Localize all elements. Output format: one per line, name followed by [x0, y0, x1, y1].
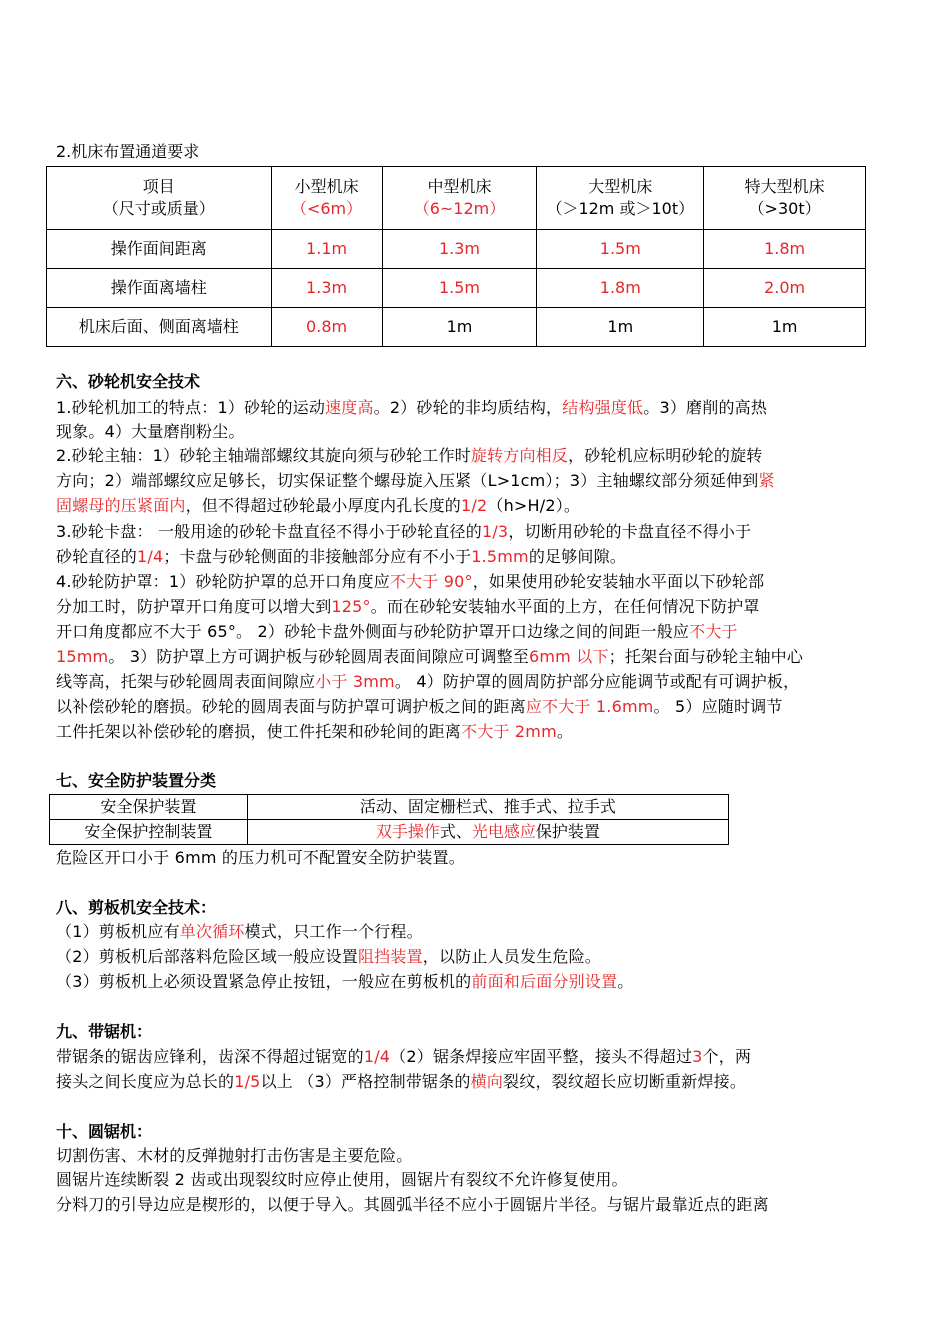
- text-run: 接头之间长度应为总长的: [56, 1072, 235, 1091]
- row-label: 机床后面、侧面离墙柱: [47, 308, 272, 347]
- text-run: ，如果使用砂轮安装轴水平面以下砂轮部: [472, 572, 765, 591]
- row-label: 安全保护装置: [50, 795, 248, 820]
- text-run: 。: [556, 722, 574, 741]
- table-header-row: [47, 167, 866, 230]
- text-run: （2）锯条焊接应牢固平整，接头不得超过: [390, 1047, 693, 1066]
- text-run: 4.砂轮防护罩：1）砂轮防护罩的总开口角度应: [56, 572, 390, 591]
- highlight-text: 固螺母的压紧面内: [56, 496, 186, 515]
- paragraph-line: [56, 520, 751, 544]
- highlight-text: 3: [692, 1047, 703, 1066]
- text-run: 线等高，托架与砂轮圆周表面间隙应: [56, 672, 316, 691]
- paragraph-line: [56, 1168, 628, 1192]
- paragraph-line: [56, 1144, 412, 1168]
- text-run: 砂轮直径的: [56, 547, 138, 566]
- highlight-text: 速度高: [325, 398, 374, 417]
- text-run: 带锯条的锯齿应锋利，齿深不得超过锯宽的: [56, 1047, 364, 1066]
- highlight-text: 1/4: [137, 547, 164, 566]
- table-cell: 1.8m: [704, 230, 866, 269]
- table-cell: 1.5m: [382, 269, 537, 308]
- text-run: 工件托架以补偿砂轮的磨损，使工件托架和砂轮间的距离: [56, 722, 462, 741]
- text-run: 1.砂轮机加工的特点：1）砂轮的运动: [56, 398, 326, 417]
- text-run: 切割伤害、木材的反弹抛射打击伤害是主要危险。: [56, 1146, 413, 1165]
- text-run: （2）剪板机后部落料危险区域一般应设置: [56, 947, 358, 966]
- table-row: [47, 230, 866, 269]
- paragraph-line: [56, 970, 633, 994]
- header-cell: [704, 167, 866, 230]
- table-row: [47, 308, 866, 347]
- table-row: [50, 795, 729, 820]
- highlight-text: 光电感应: [471, 822, 536, 841]
- paragraph-line: [56, 396, 767, 420]
- text-run: 以补偿砂轮的磨损。砂轮的圆周表面与防护罩可调护板之间的距离: [56, 697, 526, 716]
- text-run: 方向；2）端部螺纹应足够长，切实保证整个螺母旋入压紧（L>1cm）；3）主轴螺纹部分须延伸到: [56, 471, 759, 490]
- text-run: 现象。4）大量磨削粉尘。: [56, 422, 245, 441]
- text-run: （h>H/2）。: [487, 496, 581, 515]
- highlight-text: 1/2: [461, 496, 488, 515]
- header-line1: 项目: [142, 177, 175, 196]
- row-label: 操作面离墙柱: [47, 269, 272, 308]
- paragraph-line: [56, 720, 573, 744]
- section-7-note: 危险区开口小于 6mm 的压力机可不配置安全防护装置。: [56, 848, 465, 867]
- table-cell: 1m: [537, 308, 704, 347]
- highlight-text: 15mm: [56, 647, 109, 666]
- highlight-text: 1/4: [363, 1047, 391, 1066]
- paragraph-line: [56, 570, 764, 594]
- text-run: 。3）磨削的高热: [643, 398, 768, 417]
- text-run: 式、: [439, 822, 472, 841]
- row-label: 安全保护控制装置: [50, 820, 248, 845]
- highlight-text: 小于 3mm: [315, 672, 395, 691]
- text-run: 。 5）应随时调节: [653, 697, 783, 716]
- paragraph-line: [56, 695, 783, 719]
- paragraph-line: [56, 469, 775, 493]
- table1-caption: 2.机床布置通道要求: [56, 142, 200, 161]
- protection-device-table: [49, 794, 729, 845]
- highlight-text: 应不大于 1.6mm: [525, 697, 654, 716]
- text-run: （1）剪板机应有: [56, 922, 180, 941]
- text-run: 2.砂轮主轴：1）砂轮主轴端部螺纹其旋向须与砂轮工作时: [56, 446, 471, 465]
- highlight-text: 双手操作: [375, 822, 440, 841]
- header-line1: 小型机床: [294, 177, 359, 196]
- highlight-text: 不大于 2mm: [461, 722, 557, 741]
- paragraph-line: [56, 444, 762, 468]
- text-run: ，砂轮机应标明砂轮的旋转: [568, 446, 763, 465]
- text-run: 。而在砂轮安装轴水平面的上方，在任何情况下防护罩: [370, 597, 760, 616]
- paragraph-line: [56, 620, 738, 644]
- paragraph-line: [56, 420, 245, 444]
- highlight-text: 紧: [758, 471, 775, 490]
- text-run: （3）剪板机上必须设置紧急停止按钮，一般应在剪板机的: [56, 972, 472, 991]
- text-run: 3.砂轮卡盘： 一般用途的砂轮卡盘直径不得小于砂轮直径的: [56, 522, 482, 541]
- highlight-text: 结构强度低: [562, 398, 644, 417]
- highlight-text: 1/5: [234, 1072, 261, 1091]
- paragraph-line: [56, 670, 799, 694]
- text-run: ，但不得超过砂轮最小厚度内孔长度的: [185, 496, 462, 515]
- section-9-title: 九、带锯机：: [56, 1022, 153, 1041]
- table-cell: 1m: [382, 308, 537, 347]
- highlight-text: 125°: [331, 597, 371, 616]
- header-line1: 大型机床: [588, 177, 653, 196]
- paragraph-line: [56, 1193, 769, 1217]
- table-cell: [247, 820, 728, 845]
- machine-layout-table: [46, 166, 866, 347]
- paragraph-line: [56, 494, 580, 518]
- text-run: ；托架台面与砂轮主轴中心: [608, 647, 804, 666]
- header-line2: （<6m）: [290, 199, 363, 218]
- text-run: 裂纹，裂纹超长应切断重新焊接。: [503, 1072, 747, 1091]
- paragraph-line: [56, 1045, 751, 1069]
- highlight-text: 单次循环: [179, 922, 245, 941]
- text-run: 。 3）防护罩上方可调护板与砂轮圆周表面间隙应可调整至: [108, 647, 530, 666]
- table-cell: 1m: [704, 308, 866, 347]
- text-run: 分加工时，防护罩开口角度可以增大到: [56, 597, 332, 616]
- text-run: ，切断用砂轮的卡盘直径不得小于: [508, 522, 752, 541]
- header-cell: [271, 167, 382, 230]
- paragraph-line: [56, 920, 423, 944]
- paragraph-line: [56, 645, 803, 669]
- table-cell: 1.3m: [271, 269, 382, 308]
- text-run: 。: [617, 972, 634, 991]
- table-cell: 1.1m: [271, 230, 382, 269]
- text-run: 圆锯片连续断裂 2 齿或出现裂纹时应停止使用，圆锯片有裂纹不允许修复使用。: [56, 1170, 628, 1189]
- section-8-title: 八、剪板机安全技术：: [56, 898, 217, 917]
- header-cell: [537, 167, 704, 230]
- paragraph-line: [56, 1070, 746, 1094]
- table-cell: 0.8m: [271, 308, 382, 347]
- text-run: 分料刀的引导边应是楔形的，以便于导入。其圆弧半径不应小于圆锯片半径。与锯片最靠近点的距离: [56, 1195, 769, 1214]
- highlight-text: 1.5mm: [471, 547, 529, 566]
- table-row: [47, 269, 866, 308]
- text-run: 。2）砂轮的非均质结构，: [373, 398, 563, 417]
- text-run: 的足够间隙。: [528, 547, 627, 566]
- highlight-text: 不大于 90°: [389, 572, 473, 591]
- table-cell: [247, 795, 728, 820]
- paragraph-line: [56, 595, 760, 619]
- text-run: 以上 （3）严格控制带锯条的: [260, 1072, 471, 1091]
- text-run: 开口角度都应不大于 65°。 2）砂轮卡盘外侧面与砂轮防护罩开口边缘之间的间距一般应: [56, 622, 690, 641]
- header-line2: （6~12m）: [413, 199, 506, 218]
- highlight-text: 不大于: [689, 622, 738, 641]
- section-6-title: 六、砂轮机安全技术: [56, 372, 201, 391]
- text-run: 保护装置: [535, 822, 600, 841]
- table-row: [50, 820, 729, 845]
- section-7-title: 七、安全防护装置分类: [56, 771, 217, 790]
- paragraph-line: [56, 945, 601, 969]
- table-cell: 1.5m: [537, 230, 704, 269]
- text-run: ，以防止人员发生危险。: [422, 947, 601, 966]
- highlight-text: 横向: [470, 1072, 504, 1091]
- header-line2: （＞12m 或＞10t）: [546, 199, 695, 218]
- text-run: 活动、固定栅栏式、推手式、拉手式: [359, 797, 616, 816]
- text-run: ；卡盘与砂轮侧面的非接触部分应有不小于: [163, 547, 472, 566]
- row-label: 操作面间距离: [47, 230, 272, 269]
- highlight-text: 1/3: [481, 522, 509, 541]
- header-cell: [382, 167, 537, 230]
- paragraph-line: [56, 545, 626, 569]
- highlight-text: 阻挡装置: [357, 947, 423, 966]
- header-cell: [47, 167, 272, 230]
- table-cell: 1.8m: [537, 269, 704, 308]
- highlight-text: 旋转方向相反: [470, 446, 569, 465]
- highlight-text: 前面和后面分别设置: [471, 972, 618, 991]
- text-run: 个，两: [702, 1047, 752, 1066]
- text-run: 。 4）防护罩的圆周防护部分应能调节或配有可调护板，: [394, 672, 800, 691]
- header-line1: 特大型机床: [744, 177, 825, 196]
- table-cell: 1.3m: [382, 230, 537, 269]
- header-line1: 中型机床: [427, 177, 492, 196]
- table-cell: 2.0m: [704, 269, 866, 308]
- highlight-text: 6mm 以下: [529, 647, 609, 666]
- section-10-title: 十、圆锯机：: [56, 1122, 153, 1141]
- text-run: 模式，只工作一个行程。: [244, 922, 423, 941]
- header-line2: （尺寸或质量）: [102, 199, 215, 218]
- header-line2: （>30t）: [748, 199, 821, 218]
